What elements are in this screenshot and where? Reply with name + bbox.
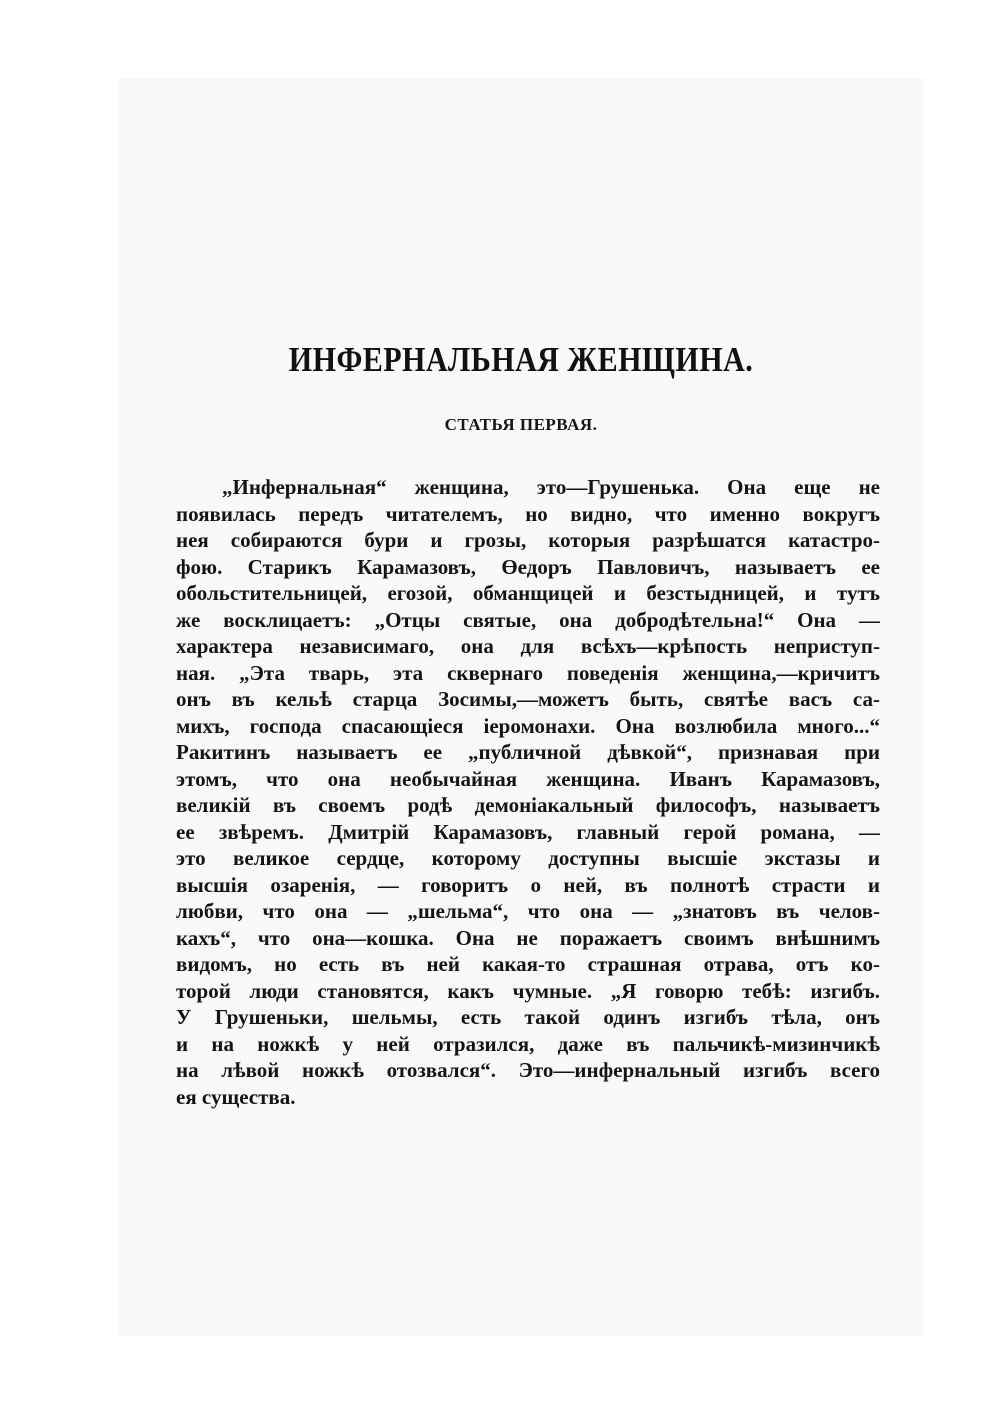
text-line: и на ножкѣ у ней отразился, даже въ пальчикѣ-мизинчикѣ bbox=[176, 1031, 880, 1056]
text-line: характера независимаго, она для всѣхъ—крѣпость неприступ- bbox=[176, 634, 880, 658]
article-subtitle: СТАТЬЯ ПЕРВАЯ. bbox=[444, 415, 598, 434]
text-line: фою. Старикъ Карамазовъ, Өедоръ Павловичъ, называетъ ее bbox=[176, 554, 880, 579]
text-line: Ракитинъ называетъ ее „публичной дѣвкой“, признавая при bbox=[176, 740, 880, 764]
text-line: обольстительницей, егозой, обманщицей и безстыдницей, и тутъ bbox=[176, 581, 880, 605]
text-line: это великое сердце, которому доступны высшіе экстазы и bbox=[176, 846, 880, 870]
text-line: нея собираются бури и грозы, которыя разрѣшатся катастро- bbox=[176, 528, 880, 552]
text-line: „Инфернальная“ женщина, это—Грушенька. Она еще не bbox=[222, 475, 880, 499]
text-line: великій въ своемъ родѣ демоніакальный философъ, называетъ bbox=[176, 793, 880, 817]
text-line: видомъ, но есть въ ней какая-то страшная отрава, отъ ко- bbox=[176, 952, 880, 976]
text-line: появилась передъ читателемъ, но видно, что именно вокругъ bbox=[176, 501, 880, 526]
text-line: ная. „Эта тварь, эта сквернаго поведенія женщина,—кричитъ bbox=[176, 660, 880, 685]
text-line: на лѣвой ножкѣ отозвался“. Это—инфернальный изгибъ всего bbox=[176, 1058, 880, 1082]
text-line: любви, что она — „шельма“, что она — „знатовъ въ челов- bbox=[176, 899, 880, 923]
text-line: михъ, господа спасающіеся іеромонахи. Она возлюбила много...“ bbox=[176, 713, 880, 738]
text-line: ея существа. bbox=[176, 1084, 296, 1109]
text-line: этомъ, что она необычайная женщина. Иванъ Карамазовъ, bbox=[176, 766, 880, 791]
article-title: ИНФЕРНАЛЬНАЯ ЖЕНЩИНА. bbox=[288, 340, 754, 379]
body-paragraph bbox=[176, 474, 880, 1110]
text-line: высшія озаренія, — говоритъ о ней, въ полнотѣ страсти и bbox=[176, 872, 880, 897]
text-line: ее звѣремъ. Дмитрій Карамазовъ, главный герой романа, — bbox=[176, 819, 880, 844]
text-line: же восклицаетъ: „Отцы святые, она добродѣтельна!“ Она — bbox=[176, 607, 880, 632]
text-line: У Грушеньки, шельмы, есть такой одинъ изгибъ тѣла, онъ bbox=[176, 1005, 880, 1029]
text-line: онъ въ кельѣ старца Зосимы,—можетъ быть, святѣе васъ са- bbox=[176, 687, 880, 711]
text-line: кахъ“, что она—кошка. Она не поражаетъ своимъ внѣшнимъ bbox=[176, 925, 880, 950]
text-line: торой люди становятся, какъ чумные. „Я говорю тебѣ: изгибъ. bbox=[176, 978, 880, 1003]
